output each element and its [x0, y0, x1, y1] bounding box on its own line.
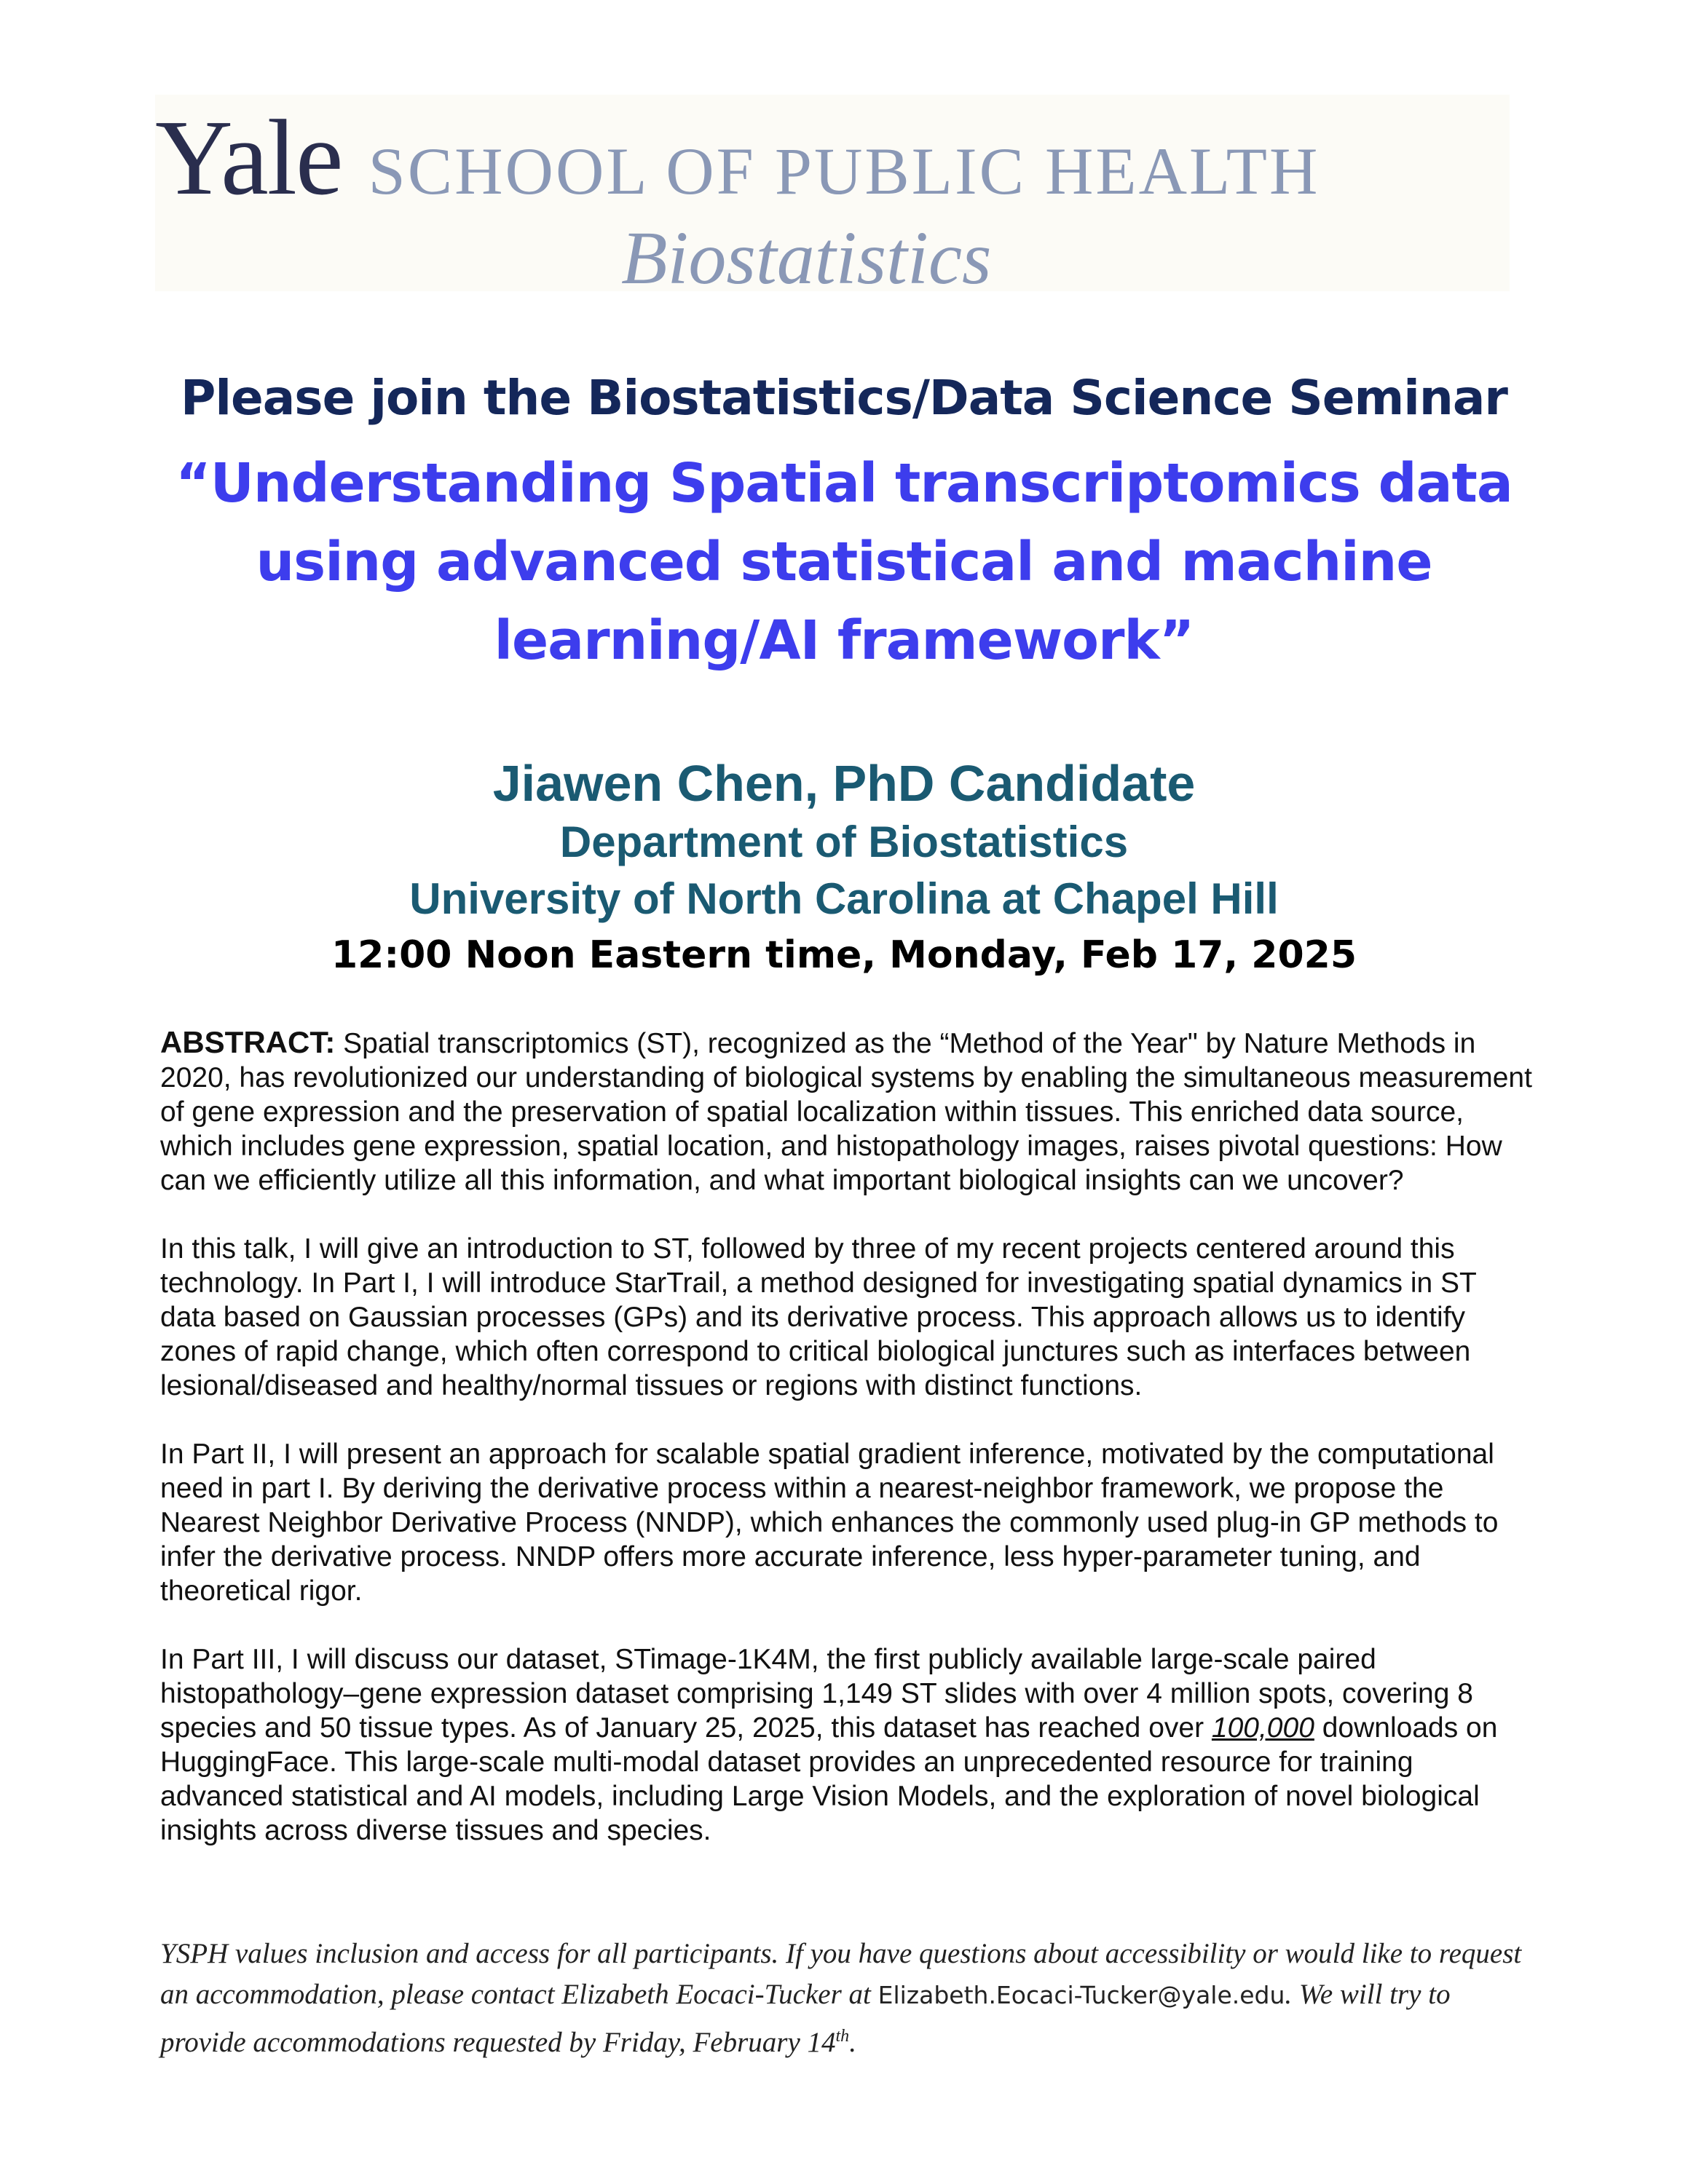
abstract-paragraph [160, 1642, 1537, 1848]
speaker-university: University of North Carolina at Chapel Hill [409, 874, 1279, 923]
speaker-department: Department of Biostatistics [559, 818, 1129, 866]
notice-text: . [849, 2027, 856, 2058]
notice-superscript: th [835, 2027, 850, 2046]
abstract-label: ABSTRACT: [160, 1025, 336, 1059]
department-label: Biostatistics [621, 216, 992, 300]
talk-title [0, 444, 1688, 680]
abstract-paragraph [160, 1025, 1537, 1198]
yale-wordmark: Yale [155, 98, 342, 218]
accessibility-notice [160, 1934, 1537, 2063]
abstract-paragraph: In Part II, I will present an approach for scalable spatial gradient inference, motivated by the computational need in part I. By deriving the derivative process within a nearest-neighbor framework, we propose the Nearest Neighbor Derivative Process (NNDP), which enhances the commonly used plug-in GP methods to infer the derivative process. NNDP offers more accurate inference, less hyper-parameter tuning, and theoretical rigor. [160, 1439, 1499, 1607]
header-banner [155, 95, 1510, 300]
notice-text: YSPH values inclusion and access for all participants. If you have questions about accessibility or would like to request an accommodation, please contact Elizabeth Eocaci-Tucker at [160, 1938, 1522, 2010]
abstract-paragraph: In this talk, I will give an introduction to ST, followed by three of my recent projects centered around this technology. In Part I, I will introduce StarTrail, a method designed for investigating spatial dynamics in ST data based on Gaussian processes (GPs) and its derivative process. This approach allows us to identify zones of rapid change, which often correspond to critical biological junctures such as interfaces between lesional/diseased and healthy/normal tissues or regions with distinct functions. [160, 1233, 1477, 1401]
abstract-text: Spatial transcriptomics (ST), recognized as the “Method of the Year" by Nature Methods in 2020, has revolutionized our understanding of biological systems by enabling the simultaneous measurement of gene expression and the preservation of spatial localization within tissues. This enriched data source, which includes gene expression, spatial location, and histopathology images, raises pivotal questions: How can we efficiently utilize all this information, and what important biological insights can we uncover? [160, 1028, 1532, 1196]
abstract [160, 1025, 1537, 1882]
notice-text: . We will try to provide accommodations requested by Friday, February 14 [160, 1979, 1451, 2058]
event-date: Monday, Feb 17, 2025 [889, 933, 1357, 977]
speaker-name: Jiawen Chen, PhD Candidate [492, 755, 1196, 812]
talk-title-line: using advanced statistical and machine [256, 531, 1432, 593]
abstract-text: In Part III, I will discuss our dataset, STimage-1K4M, the first publicly available large-scale paired histopathology–gene expression dataset comprising 1,149 ST slides with over 4 million spots, covering 8 species and 50 tissue types. As of January 25, 2025, this dataset has reached over [160, 1644, 1473, 1744]
abstract-text: downloads on HuggingFace. This large-scale multi-modal dataset provides an unprecedented resource for training advanced statistical and AI models, including Large Vision Models, and the exploration of novel biological insights across diverse tissues and species. [160, 1712, 1498, 1846]
downloads-link[interactable]: 100,000 [1211, 1712, 1314, 1744]
contact-email-link[interactable]: Elizabeth.Eocaci-Tucker@yale.edu [877, 1981, 1285, 2009]
logo-row [155, 96, 1320, 220]
event-time [0, 933, 1688, 977]
school-name: SCHOOL OF PUBLIC HEALTH [368, 134, 1320, 208]
event-time-of-day: 12:00 Noon Eastern time [331, 933, 862, 977]
seminar-invite: Please join the Biostatistics/Data Science Seminar [181, 370, 1507, 426]
talk-title-line: learning/AI framework” [494, 609, 1194, 672]
talk-title-line: “Understanding Spatial transcriptomics data [175, 452, 1513, 515]
event-time-separator: , [861, 933, 890, 977]
